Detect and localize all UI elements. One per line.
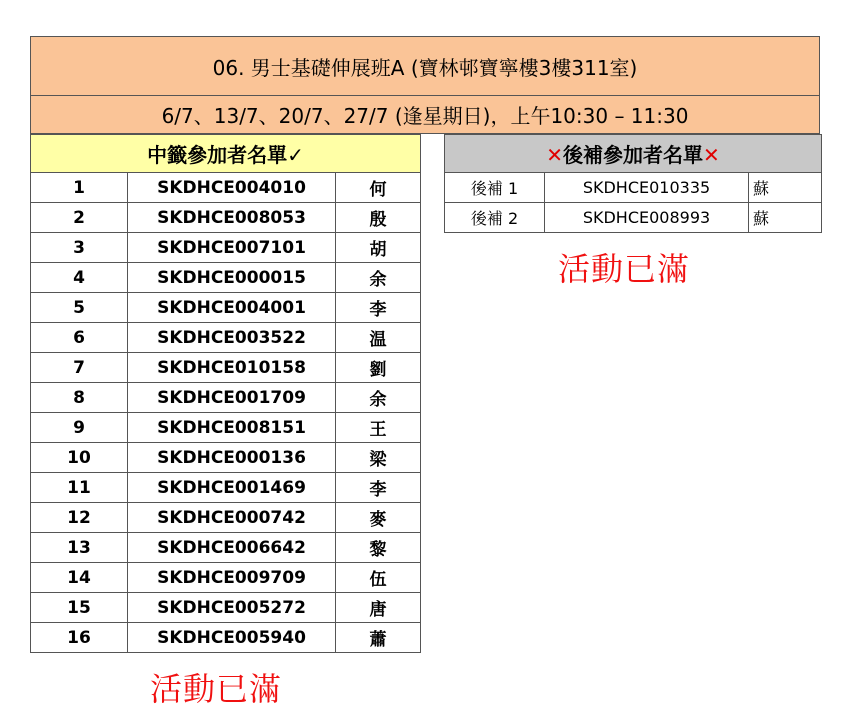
member-id: SKDHCE000742 (128, 503, 336, 533)
row-number: 1 (31, 173, 128, 203)
row-number: 16 (31, 623, 128, 653)
waitlist-number: 後補 2 (445, 203, 545, 233)
row-number: 5 (31, 293, 128, 323)
course-dates (30, 96, 820, 134)
participant-surname: 殷 (336, 203, 421, 233)
participant-surname: 余 (336, 383, 421, 413)
table-row (31, 353, 421, 383)
member-id: SKDHCE005272 (128, 593, 336, 623)
table-row (31, 323, 421, 353)
participant-surname: 李 (336, 293, 421, 323)
member-id: SKDHCE003522 (128, 323, 336, 353)
row-number: 4 (31, 263, 128, 293)
waitlist-participants-table (444, 134, 822, 233)
cross-icon: ✕ (546, 143, 563, 167)
participant-surname: 黎 (336, 533, 421, 563)
table-row (31, 203, 421, 233)
waitlist-number: 後補 1 (445, 173, 545, 203)
table-row (31, 173, 421, 203)
participant-surname: 唐 (336, 593, 421, 623)
member-id: SKDHCE008053 (128, 203, 336, 233)
member-id: SKDHCE000015 (128, 263, 336, 293)
row-number: 7 (31, 353, 128, 383)
activity-full-notice: 活動已滿 (150, 670, 283, 708)
table-row (445, 203, 822, 233)
table-row (31, 413, 421, 443)
participant-surname: 何 (336, 173, 421, 203)
member-id: SKDHCE009709 (128, 563, 336, 593)
member-id: SKDHCE010158 (128, 353, 336, 383)
member-id: SKDHCE001469 (128, 473, 336, 503)
table-row (31, 473, 421, 503)
participant-surname: 梁 (336, 443, 421, 473)
participant-surname: 劉 (336, 353, 421, 383)
row-number: 9 (31, 413, 128, 443)
table-row (31, 623, 421, 653)
table-row (31, 443, 421, 473)
table-row (31, 293, 421, 323)
row-number: 15 (31, 593, 128, 623)
waitlist-title: 後補參加者名單 (563, 143, 703, 167)
participant-surname: 温 (336, 323, 421, 353)
member-id: SKDHCE007101 (128, 233, 336, 263)
table-row (31, 383, 421, 413)
participant-surname: 蘇 (749, 173, 822, 203)
participant-surname: 伍 (336, 563, 421, 593)
cross-icon: ✕ (703, 143, 720, 167)
member-id: SKDHCE001709 (128, 383, 336, 413)
selected-list-title: 中籤參加者名單✓ (147, 143, 304, 167)
table-row (31, 233, 421, 263)
member-id: SKDHCE008151 (128, 413, 336, 443)
row-number: 6 (31, 323, 128, 353)
row-number: 10 (31, 443, 128, 473)
participant-surname: 李 (336, 473, 421, 503)
waitlist-header (445, 135, 822, 173)
participant-surname: 余 (336, 263, 421, 293)
row-number: 12 (31, 503, 128, 533)
participant-surname: 王 (336, 413, 421, 443)
member-id: SKDHCE010335 (545, 173, 749, 203)
member-id: SKDHCE005940 (128, 623, 336, 653)
member-id: SKDHCE004010 (128, 173, 336, 203)
row-number: 14 (31, 563, 128, 593)
course-title-text: 06. 男士基礎伸展班A (寶林邨寶寧樓3樓311室) (212, 55, 638, 80)
member-id: SKDHCE004001 (128, 293, 336, 323)
participant-surname: 蕭 (336, 623, 421, 653)
activity-full-notice: 活動已滿 (558, 250, 691, 288)
member-id: SKDHCE006642 (128, 533, 336, 563)
selected-list-header (31, 135, 421, 173)
row-number: 2 (31, 203, 128, 233)
selected-participants-table (30, 134, 421, 653)
participant-surname: 蘇 (749, 203, 822, 233)
row-number: 13 (31, 533, 128, 563)
table-row (31, 593, 421, 623)
table-row (445, 173, 822, 203)
table-row (31, 563, 421, 593)
table-row (31, 263, 421, 293)
course-dates-text: 6/7、13/7、20/7、27/7 (逢星期日)，上午10:30 – 11:30 (161, 104, 689, 128)
member-id: SKDHCE008993 (545, 203, 749, 233)
course-title (30, 36, 820, 96)
table-row (31, 503, 421, 533)
row-number: 11 (31, 473, 128, 503)
member-id: SKDHCE000136 (128, 443, 336, 473)
row-number: 8 (31, 383, 128, 413)
table-row (31, 533, 421, 563)
participant-surname: 胡 (336, 233, 421, 263)
participant-surname: 麥 (336, 503, 421, 533)
row-number: 3 (31, 233, 128, 263)
